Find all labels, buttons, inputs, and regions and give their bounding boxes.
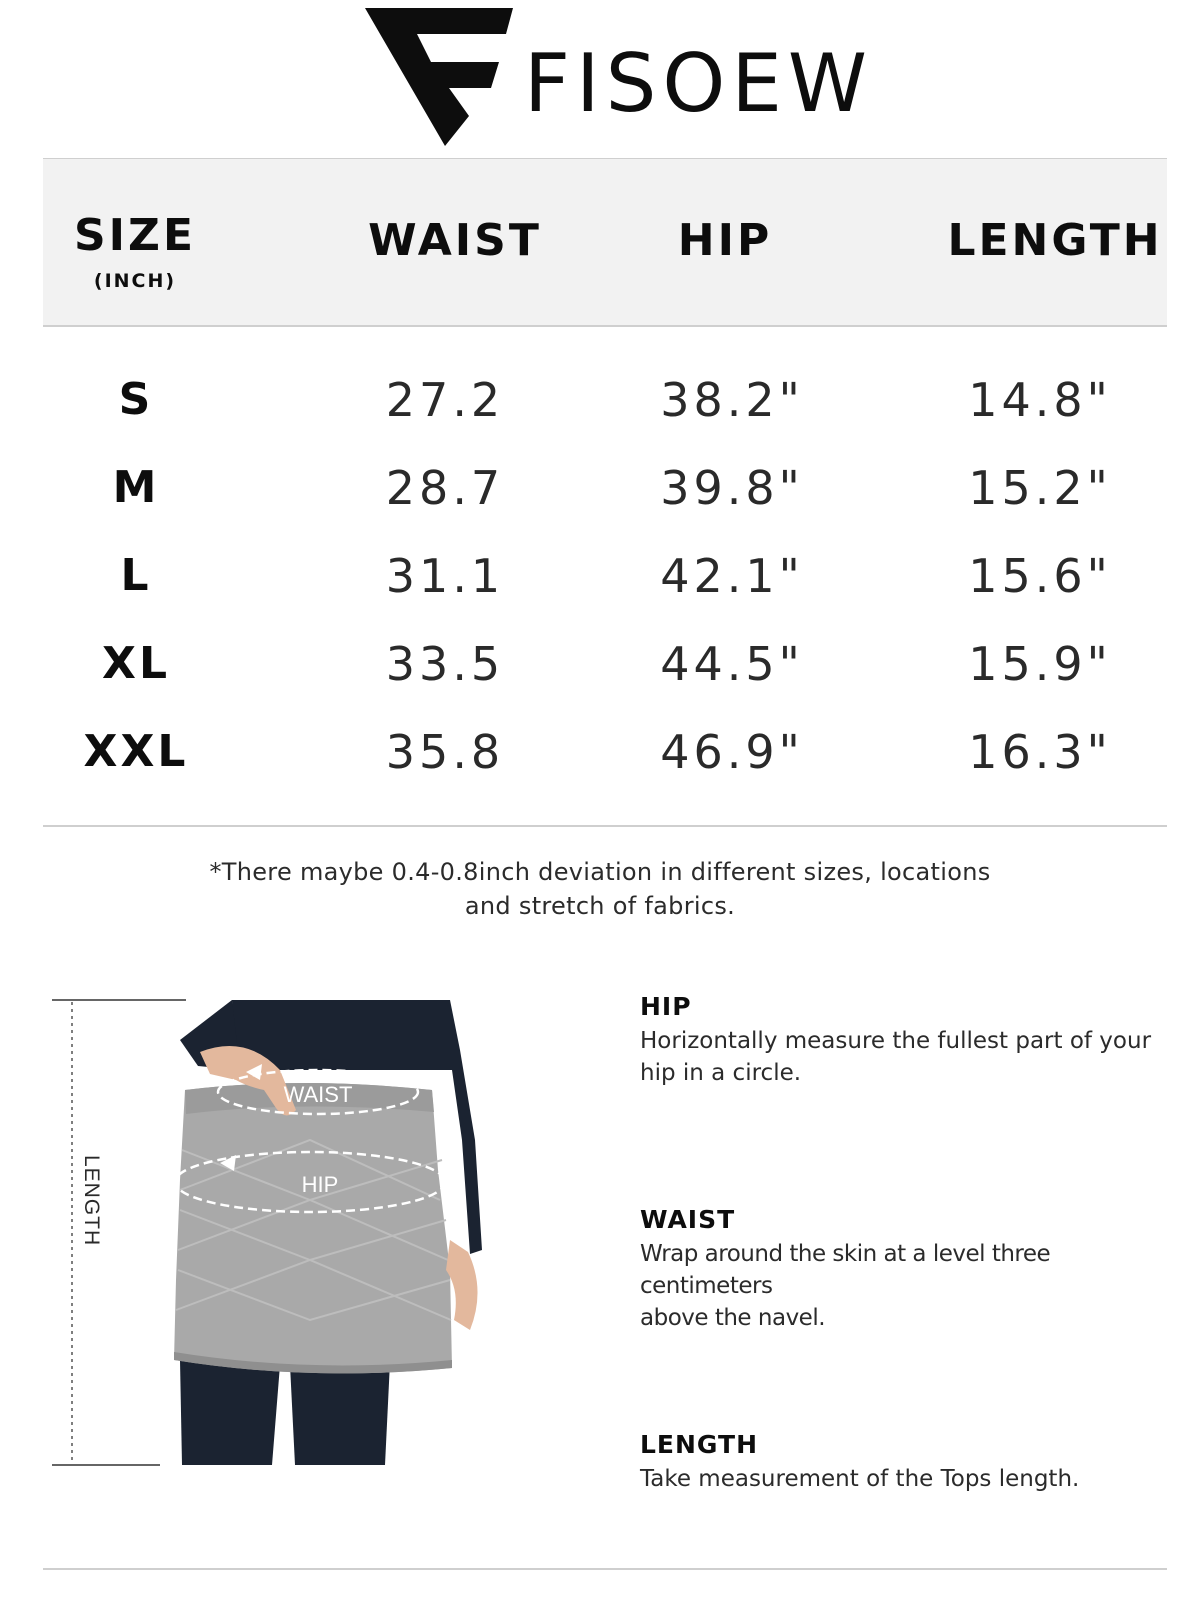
table-header-divider xyxy=(43,325,1167,327)
row-size: M xyxy=(112,462,160,513)
def-waist-line-2: above the navel. xyxy=(640,1305,826,1331)
row-size: XXL xyxy=(83,726,189,777)
hip-label: HIP xyxy=(301,1172,339,1197)
row-hip: 39.8" xyxy=(660,461,804,515)
row-hip: 44.5" xyxy=(660,637,804,691)
row-length: 15.6" xyxy=(968,549,1112,603)
row-hip: 42.1" xyxy=(660,549,804,603)
note-line-1: *There maybe 0.4-0.8inch deviation in different sizes, locations xyxy=(209,858,991,886)
def-waist-title: WAIST xyxy=(640,1205,736,1234)
measurement-figure xyxy=(50,990,520,1470)
table-row xyxy=(0,708,1200,796)
header-size-unit: (INCH) xyxy=(93,270,177,292)
skirt-illustration xyxy=(50,990,520,1470)
header-hip: HIP xyxy=(677,215,773,266)
brand-name: FISOEW xyxy=(524,37,874,130)
brand-f-logo-icon xyxy=(365,6,522,148)
def-hip-title: HIP xyxy=(640,992,692,1021)
row-size: XL xyxy=(102,638,170,689)
table-bottom-divider xyxy=(43,825,1167,827)
table-row xyxy=(0,356,1200,444)
table-row xyxy=(0,444,1200,532)
row-waist: 33.5 xyxy=(385,637,505,691)
def-hip-text xyxy=(640,1025,1160,1089)
def-waist-text xyxy=(640,1238,1160,1334)
header-length: LENGTH xyxy=(947,215,1163,266)
row-length: 15.2" xyxy=(968,461,1112,515)
row-size: L xyxy=(120,550,152,601)
row-length: 16.3" xyxy=(968,725,1112,779)
header-size: SIZE xyxy=(73,210,197,261)
def-length-text xyxy=(640,1463,1160,1495)
note-line-2: and stretch of fabrics. xyxy=(464,892,736,920)
row-waist: 31.1 xyxy=(385,549,505,603)
row-waist: 28.7 xyxy=(385,461,505,515)
def-length-title: LENGTH xyxy=(640,1430,758,1459)
def-hip-line-2: hip in a circle. xyxy=(640,1060,802,1086)
row-size: S xyxy=(118,374,154,425)
length-label: LENGTH xyxy=(80,1155,103,1247)
def-waist-line-1: Wrap around the skin at a level three centimeters xyxy=(640,1241,1051,1299)
waist-label: WAIST xyxy=(283,1082,353,1107)
row-length: 14.8" xyxy=(968,373,1112,427)
table-row xyxy=(0,532,1200,620)
header-waist: WAIST xyxy=(368,215,542,266)
footer-divider xyxy=(43,1568,1167,1570)
row-waist: 35.8 xyxy=(385,725,505,779)
row-waist: 27.2 xyxy=(385,373,505,427)
def-hip-line-1: Horizontally measure the fullest part of your xyxy=(640,1028,1152,1054)
row-length: 15.9" xyxy=(968,637,1112,691)
def-length-line-1: Take measurement of the Tops length. xyxy=(640,1466,1080,1492)
deviation-note xyxy=(150,855,1050,923)
row-hip: 46.9" xyxy=(660,725,804,779)
brand-header xyxy=(0,0,1200,150)
table-row xyxy=(0,620,1200,708)
row-hip: 38.2" xyxy=(660,373,804,427)
